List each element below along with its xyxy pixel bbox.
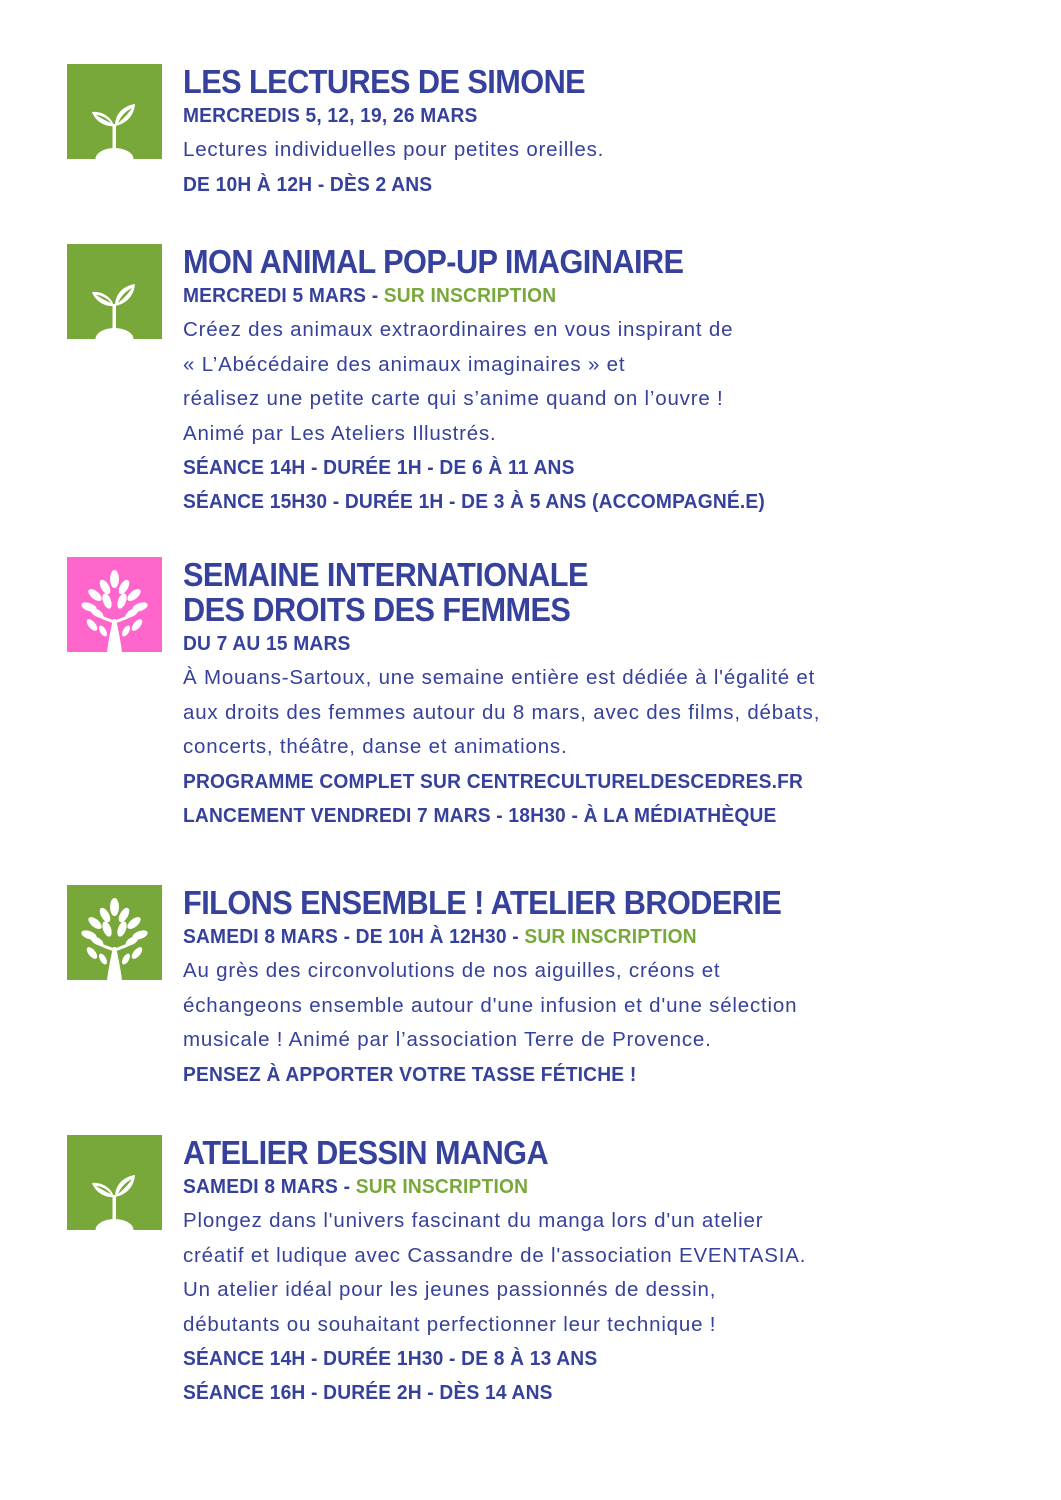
inscription-badge: SUR INSCRIPTION	[355, 1176, 529, 1198]
tree-icon	[67, 885, 162, 980]
event-description: Créez des animaux extraordinaires en vous inspirant de « L’Abécédaire des animaux imaginaires » et réalisez une petite carte qui s’anime quand on l’ouvre ! Animé par Les Ateliers Illustrés.	[183, 318, 734, 445]
sprout-icon	[67, 244, 162, 339]
event-description: Au grès des circonvolutions de nos aiguilles, créons et échangeons ensemble autour d'une infusion et d'une sélection musicale ! Animé par l’association Terre de Provence.	[183, 959, 798, 1051]
event-description: À Mouans-Sartoux, une semaine entière est dédiée à l'égalité et aux droits des femmes autour du 8 mars, avec des films, débats, concerts, théâtre, danse et animations.	[183, 666, 821, 758]
event-description: Plongez dans l'univers fascinant du manga lors d'un atelier créatif et ludique avec Cassandre de l'association EVENTASIA. Un atelier idéal pour les jeunes passionnés de dessin, débutants ou souhaitant perfectionner leur technique !	[183, 1209, 807, 1336]
event-title: FILONS ENSEMBLE ! ATELIER BRODERIE	[183, 884, 782, 921]
event-details: SÉANCE 14H - DURÉE 1H - DE 6 À 11 ANS SÉANCE 15H30 - DURÉE 1H - DE 3 À 5 ANS (ACCOMPAGNÉ.E)	[183, 457, 766, 513]
program-link[interactable]: PROGRAMME COMPLET SUR CENTRECULTURELDESCEDRES.FR	[183, 770, 804, 793]
event-date: MERCREDI 5 MARS - SUR INSCRIPTION	[183, 285, 557, 307]
sprout-icon	[67, 1135, 162, 1230]
event-details: SÉANCE 14H - DURÉE 1H30 - DE 8 À 13 ANS SÉANCE 16H - DURÉE 2H - DÈS 14 ANS	[183, 1348, 598, 1404]
event-date: SAMEDI 8 MARS - DE 10H À 12H30 - SUR INSCRIPTION	[183, 926, 697, 948]
inscription-badge: SUR INSCRIPTION	[524, 926, 697, 948]
event-title: LES LECTURES DE SIMONE	[183, 63, 586, 100]
sprout-icon	[67, 64, 162, 159]
event-title: MON ANIMAL POP-UP IMAGINAIRE	[183, 243, 684, 280]
event-title: ATELIER DESSIN MANGA	[183, 1134, 549, 1171]
event-description: Lectures individuelles pour petites oreilles.	[183, 138, 605, 161]
event-details: DE 10H À 12H - DÈS 2 ANS	[183, 173, 433, 196]
event-date: SAMEDI 8 MARS - SUR INSCRIPTION	[183, 1176, 529, 1198]
event-title: SEMAINE INTERNATIONALE DES DROITS DES FEMMES	[183, 556, 588, 628]
event-date: DU 7 AU 15 MARS	[183, 633, 351, 655]
event-details: PENSEZ À APPORTER VOTRE TASSE FÉTICHE !	[183, 1063, 637, 1086]
tree-icon	[67, 557, 162, 652]
inscription-badge: SUR INSCRIPTION	[383, 285, 557, 307]
event-date: MERCREDIS 5, 12, 19, 26 MARS	[183, 105, 478, 127]
event-details: PROGRAMME COMPLET SUR CENTRECULTURELDESCEDRES.FR LANCEMENT VENDREDI 7 MARS - 18H30 - À LA MÉDIATHÈQUE	[183, 765, 1009, 833]
